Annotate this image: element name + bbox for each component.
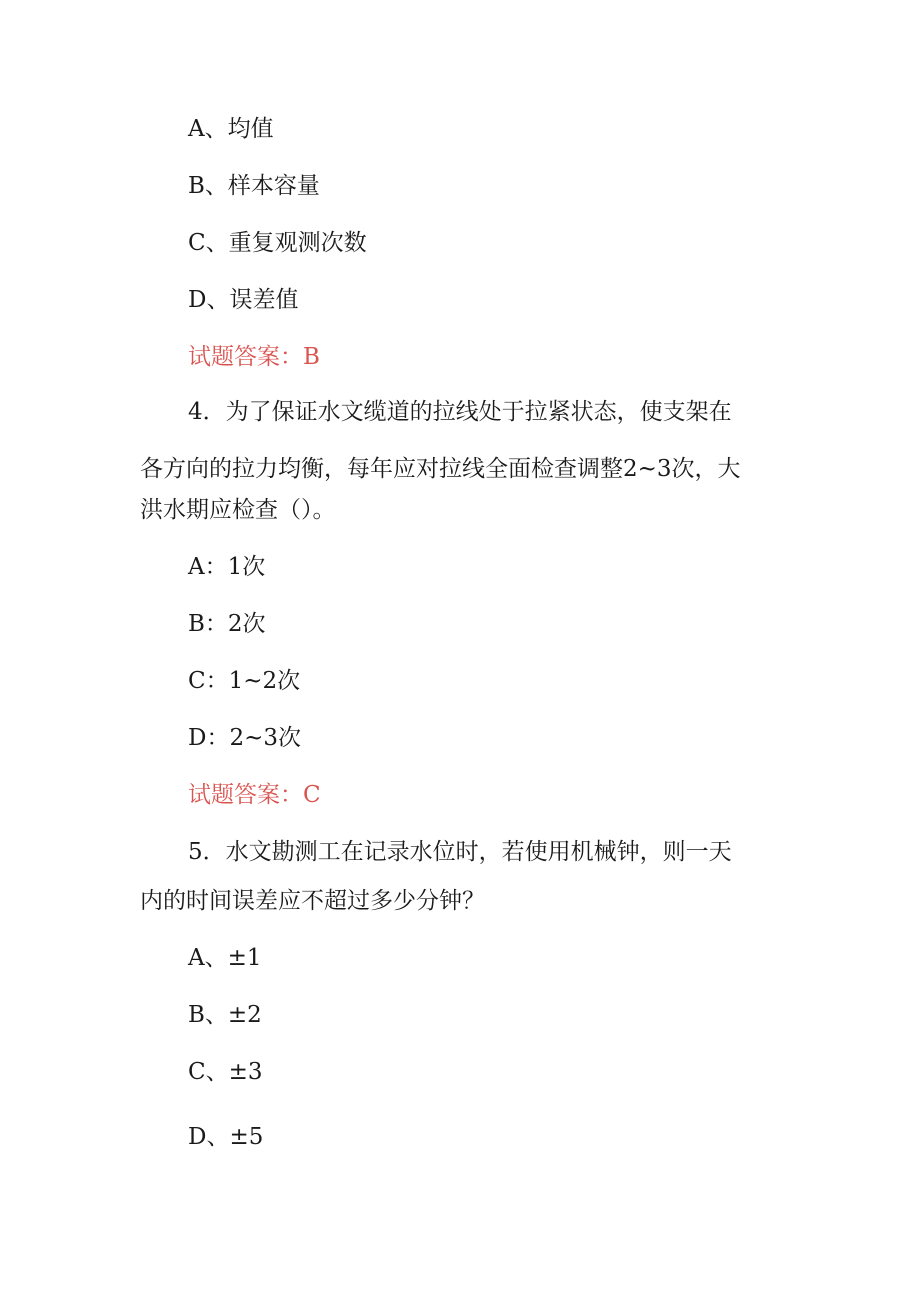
q4-text-line-2: 各方向的拉力均衡，每年应对拉线全面检查调整2~3次，大 [140, 456, 741, 482]
q4-text-line-3: 洪水期应检查（）。 [140, 497, 336, 523]
q5-option-c: C、±3 [188, 1059, 263, 1085]
q4-option-d: D：2~3次 [188, 725, 301, 751]
q3-option-b: B、样本容量 [188, 173, 320, 199]
q5-option-d: D、±5 [188, 1124, 264, 1150]
q3-option-a: A、均值 [188, 116, 274, 142]
q5-option-b: B、±2 [188, 1002, 262, 1028]
q4-option-c: C：1~2次 [188, 668, 301, 694]
q4-answer: 试题答案：C [188, 782, 321, 808]
q5-text-line-2: 内的时间误差应不超过多少分钟？ [140, 888, 485, 914]
q3-option-d: D、误差值 [188, 287, 299, 313]
q4-text-line-1: 4．为了保证水文缆道的拉线处于拉紧状态，使支架在 [188, 399, 732, 425]
q4-option-a: A：1次 [188, 554, 266, 580]
q5-text-line-1: 5．水文勘测工在记录水位时，若使用机械钟，则一天 [188, 839, 732, 865]
q3-answer: 试题答案：B [188, 344, 320, 370]
q4-option-b: B：2次 [188, 611, 266, 637]
q5-option-a: A、±1 [188, 945, 262, 971]
q3-option-c: C、重复观测次数 [188, 230, 367, 256]
